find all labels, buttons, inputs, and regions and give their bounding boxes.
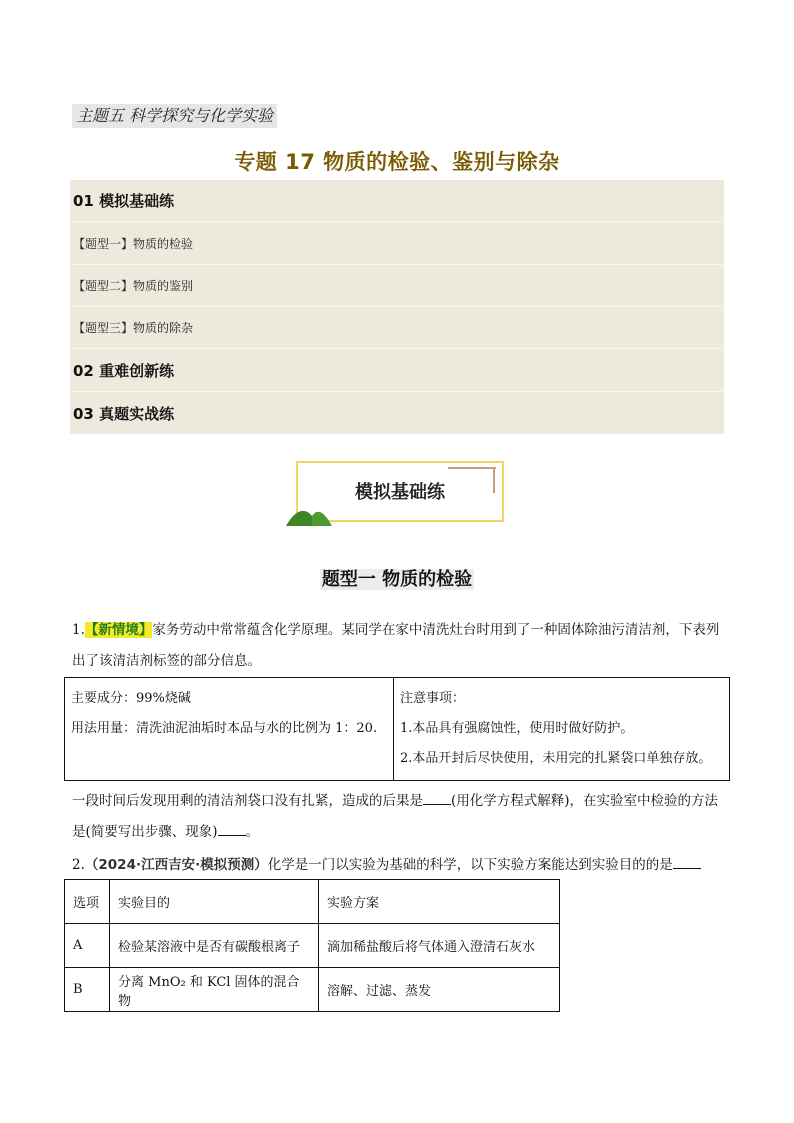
question-1 — [72, 615, 722, 677]
toc-item-real-exam[interactable] — [70, 392, 724, 434]
followup-text-b: (用化学方程式解释)，在实验室中检验的方法是(简要写出步骤、现象) — [72, 793, 719, 840]
followup-text-c: 。 — [245, 824, 260, 840]
page-title: 专题 17 物质的检验、鉴别与除杂 — [234, 150, 560, 174]
notice-1: 1.本品具有强腐蚀性，使用时做好防护。 — [400, 721, 634, 736]
label-right-cell — [394, 678, 730, 781]
main-ingredient: 主要成分：99%烧碱 — [71, 691, 191, 706]
toc-item-type2[interactable] — [70, 265, 724, 307]
toc-item-label: 01 模拟基础练 — [73, 192, 175, 210]
table-row — [65, 924, 560, 968]
table-cell: A — [65, 924, 110, 968]
table-cell: B — [65, 968, 110, 1012]
table-cell: 溶解、过滤、蒸发 — [319, 968, 560, 1012]
toc-item-label: 03 真题实战练 — [73, 404, 175, 423]
section-heading — [0, 565, 794, 591]
table-cell: 滴加稀盐酸后将气体通入澄清石灰水 — [319, 924, 560, 968]
toc-item-label: 02 重难创新练 — [73, 362, 175, 380]
table-header-row — [65, 880, 560, 924]
answer-blank[interactable] — [218, 821, 246, 836]
followup-text-a: 一段时间后发现用剩的清洁剂袋口没有扎紧，造成的后果是 — [72, 793, 423, 809]
table-cell: 分离 MnO₂ 和 KCl 固体的混合物 — [110, 968, 319, 1012]
question-number: 1. — [72, 622, 85, 638]
toc-item-label: 【题型三】物质的除杂 — [73, 321, 194, 335]
toc-item-simulate[interactable] — [70, 180, 724, 222]
question-2 — [72, 850, 722, 881]
table-row — [65, 968, 560, 1012]
cleaner-label-table — [64, 677, 730, 781]
table-of-contents — [70, 180, 724, 434]
options-table — [64, 879, 560, 1012]
question-1-followup — [72, 786, 722, 848]
question-text: 家务劳动中常常蕴含化学原理。某同学在家中清洗灶台时用到了一种固体除油污清洁剂，下表列出了该清洁剂标签的部分信息。 — [72, 622, 720, 669]
section-heading-text: 题型一 物质的检验 — [321, 569, 473, 590]
notice-title: 注意事项： — [400, 691, 466, 706]
toc-item-type1[interactable] — [70, 223, 724, 265]
header-cell: 实验方案 — [319, 880, 560, 924]
toc-item-label: 【题型一】物质的检验 — [73, 237, 194, 251]
question-number: 2. — [72, 857, 85, 873]
toc-item-type3[interactable] — [70, 307, 724, 349]
toc-item-innovation[interactable] — [70, 350, 724, 392]
usage: 用法用量：清洗油泥油垢时本品与水的比例为 1：20. — [71, 721, 378, 736]
theme-label: 主题五 科学探究与化学实验 — [72, 104, 277, 128]
notice-2: 2.本品开封后尽快使用，未用完的扎紧袋口单独存放。 — [400, 751, 712, 766]
source-tag: （2024·江西吉安·模拟预测） — [84, 857, 268, 873]
label-left-cell — [65, 678, 394, 781]
toc-item-label: 【题型二】物质的鉴别 — [73, 279, 194, 293]
answer-blank[interactable] — [423, 790, 451, 805]
table-cell: 检验某溶液中是否有碳酸根离子 — [110, 924, 319, 968]
header-cell: 选项 — [65, 880, 110, 924]
banner-label: 模拟基础练 — [355, 482, 445, 503]
answer-blank[interactable] — [673, 854, 701, 869]
header-cell: 实验目的 — [110, 880, 319, 924]
question-text: 化学是一门以实验为基础的科学，以下实验方案能达到实验目的的是 — [267, 857, 673, 873]
new-context-tag: 【新情境】 — [84, 622, 153, 638]
